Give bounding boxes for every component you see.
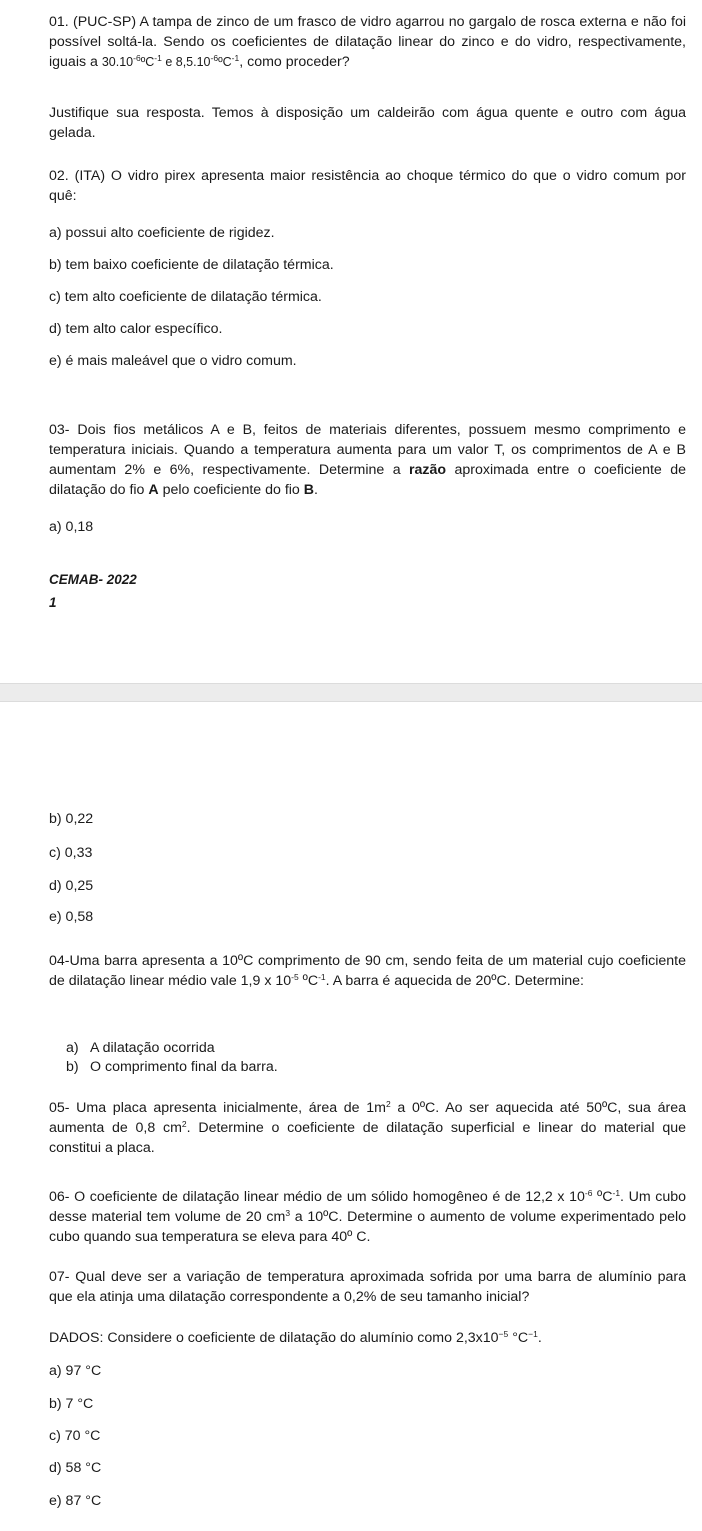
question-07-option-d: d) 58 °C (49, 1460, 102, 1476)
question-03-option-e: e) 0,58 (49, 909, 94, 925)
question-02-option-e: e) é mais maleável que o vidro comum. (49, 353, 297, 369)
page-2 (0, 702, 702, 1531)
question-03-option-c: c) 0,33 (49, 845, 93, 861)
question-03-option-a: a) 0,18 (49, 519, 94, 535)
question-01-justify: Justifique sua resposta. Temos à disposição um caldeirão com água quente e outro com água gelada. (49, 105, 686, 141)
question-02-option-a: a) possui alto coeficiente de rigidez. (49, 225, 275, 241)
question-04-item-b: b) O comprimento final da barra. (66, 1059, 278, 1075)
footer-page-number: 1 (49, 595, 57, 610)
question-07-option-b: b) 7 °C (49, 1396, 94, 1412)
question-02-stem: 02. (ITA) O vidro pirex apresenta maior resistência ao choque térmico do que o vidro comum por quê: (49, 168, 686, 204)
page-separator (0, 683, 702, 702)
question-06-stem: 06- O coeficiente de dilatação linear médio de um sólido homogêneo é de 12,2 x $10^{-6}$ ºC$^{-1}$. Um cubo desse material tem volume de 20 $cm^3$ a 10ºC. Determine o aumento de volume experimentado pelo cubo quando sua temperatura se eleva para 40º C. (49, 1188, 687, 1245)
question-02-option-b: b) tem baixo coeficiente de dilatação térmica. (49, 257, 334, 273)
footer-school: CEMAB- 2022 (49, 572, 137, 587)
question-01: 01. (PUC-SP) A tampa de zinco de um frasco de vidro agarrou no gargalo de rosca externa e não foi possível soltá-la. Sendo os coeficientes de dilatação linear do zinco e do vidro, respectivamente, iguais a $30.10^{-6}ºC^{-1}$ e $8,5.10^{-6}ºC^{-1}$, como proceder? (49, 14, 686, 70)
question-02-option-d: d) tem alto calor específico. (49, 321, 223, 337)
question-03-option-d: d) 0,25 (49, 878, 94, 894)
page-1 (0, 0, 702, 683)
question-07-stem: 07- Qual deve ser a variação de temperatura aproximada sofrida por uma barra de alumínio para que ela atinja uma dilatação correspondente a 0,2% de seu tamanho inicial? (49, 1269, 686, 1305)
question-03-stem: 03- Dois fios metálicos A e B, feitos de materiais diferentes, possuem mesmo comprimento e temperatura iniciais. Quando a temperatura aumenta para um valor T, os comprimentos de A e B aumentam 2% e 6%, respectivamente. Determine a razão aproximada entre o coeficiente de dilatação do fio A pelo coeficiente do fio B. (49, 422, 686, 498)
question-03-option-b: b) 0,22 (49, 811, 94, 827)
question-07-data: DADOS: Considere o coeficiente de dilatação do alumínio como $2,3x10^{-5}$ $^\circ C^{-1}$. (49, 1329, 542, 1346)
question-04-item-a: a) A dilatação ocorrida (66, 1040, 215, 1056)
question-05-stem: 05- Uma placa apresenta inicialmente, área de $1m^2$ a 0ºC. Ao ser aquecida até 50ºC, sua área aumenta de 0,8 $cm^2$. Determine o coeficiente de dilatação superficial e linear do material que constitui a placa. (49, 1099, 686, 1156)
question-02-option-c: c) tem alto coeficiente de dilatação térmica. (49, 289, 322, 305)
question-07-option-e: e) 87 °C (49, 1493, 102, 1509)
question-07-option-c: c) 70 °C (49, 1428, 101, 1444)
question-04-stem: 04-Uma barra apresenta a 10ºC comprimento de 90 cm, sendo feita de um material cujo coeficiente de dilatação linear médio vale 1,9 x $10^{-5}$ ºC$^{-1}$. A barra é aquecida de 20ºC. Determine: (49, 953, 686, 989)
question-07-option-a: a) 97 °C (49, 1363, 102, 1379)
